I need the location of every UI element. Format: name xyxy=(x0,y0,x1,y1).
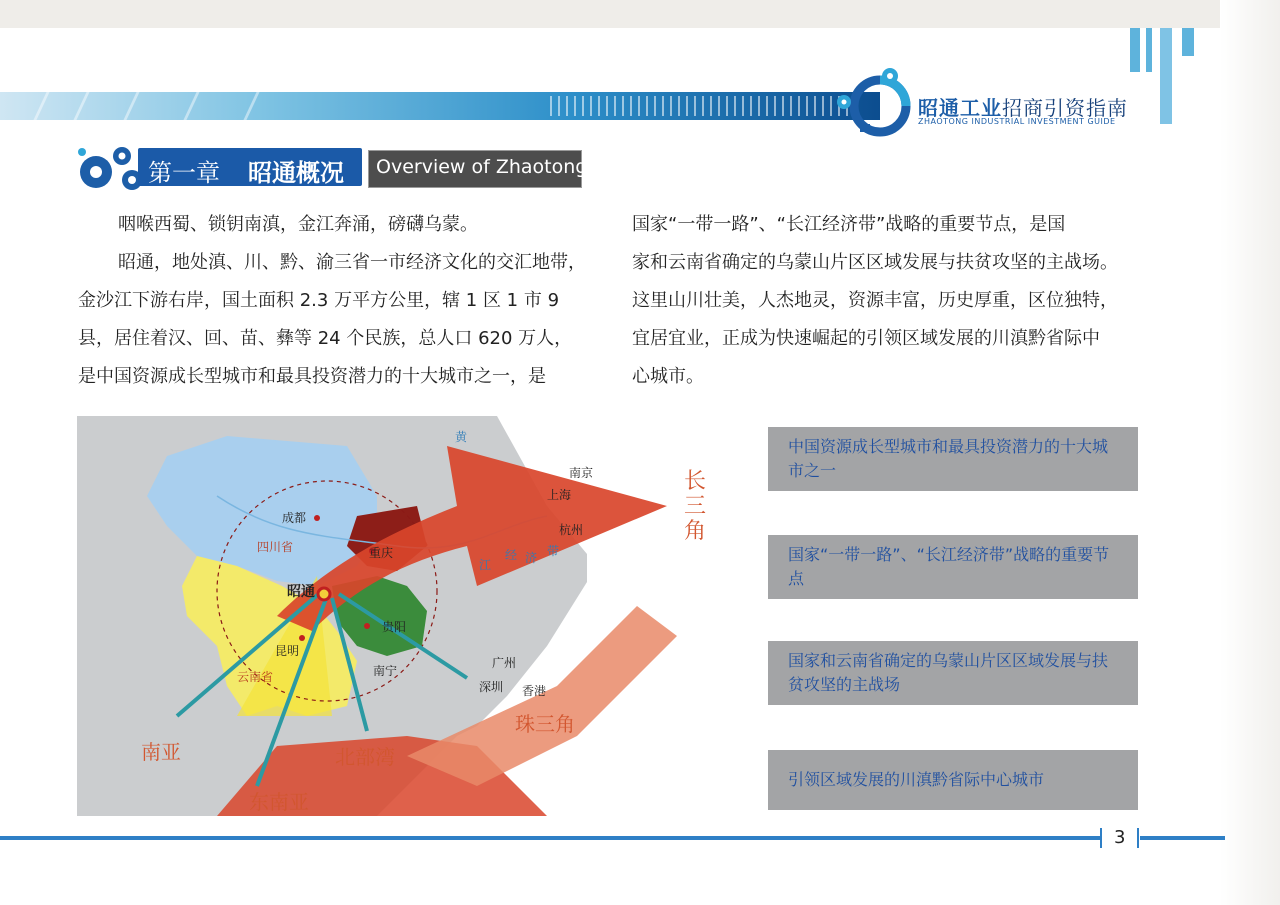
page-number: 3 xyxy=(1114,827,1126,848)
map-river-huang: 黄 xyxy=(455,430,468,444)
map-city-shenzhen: 深圳 xyxy=(479,680,504,694)
map-province-sichuan: 四川省 xyxy=(257,540,294,554)
map-river-ji: 济 xyxy=(525,551,538,565)
chapter-english-title: Overview of Zhaotong xyxy=(376,156,588,178)
brand-title-bold: 昭通工业 xyxy=(918,96,1002,120)
map-province-yunnan: 云南省 xyxy=(237,670,274,684)
map-region-beibu-gulf: 北部湾 xyxy=(335,745,395,769)
body-left-line-4: 县，居住着汉、回、苗、彝等 24 个民族，总人口 620 万人， xyxy=(78,328,573,349)
callout-2: 国家“一带一路”、“长江经济带”战略的重要节点 xyxy=(768,535,1138,599)
body-right-line-3: 这里山川壮美，人杰地灵，资源丰富，历史厚重，区位独特， xyxy=(632,290,1118,311)
body-left-line-5: 是中国资源成长型城市和最具投资潜力的十大城市之一，是 xyxy=(78,366,546,387)
body-right-line-4: 宜居宜业，正成为快速崛起的引领区域发展的川滇黔省际中 xyxy=(632,328,1100,349)
callout-3: 国家和云南省确定的乌蒙山片区区域发展与扶贫攻坚的主战场 xyxy=(768,641,1138,705)
page-number-bracket-left xyxy=(1100,828,1102,848)
map-region-yrd-2: 三 xyxy=(684,494,707,519)
body-right-line-2: 家和云南省确定的乌蒙山片区区域发展与扶贫攻坚的主战场。 xyxy=(632,252,1118,273)
brand-title-rest: 招商引资指南 xyxy=(1002,96,1128,120)
map-city-chengdu: 成都 xyxy=(282,511,307,525)
body-right-line-1: 国家“一带一路”、“长江经济带”战略的重要节点，是国 xyxy=(632,214,1066,235)
callout-1: 中国资源成长型城市和最具投资潜力的十大城市之一 xyxy=(768,427,1138,491)
map-city-hangzhou: 杭州 xyxy=(559,523,584,537)
map-city-guiyang: 贵阳 xyxy=(382,620,407,634)
body-left-line-1: 咽喉西蜀、锁钥南滇，金江奔涌，磅礴乌蒙。 xyxy=(118,214,478,235)
footer-rule-right xyxy=(1140,836,1225,840)
chapter-title: 昭通概况 xyxy=(248,159,344,187)
chapter-number: 第一章 xyxy=(148,159,220,187)
map-city-zhaotong: 昭通 xyxy=(287,584,315,600)
map-city-kunming: 昆明 xyxy=(275,644,300,658)
map-river-dai: 带 xyxy=(547,544,560,558)
map-region-yrd-1: 长 xyxy=(684,469,707,494)
page-top-edge xyxy=(0,0,1280,28)
page-number-bracket-right xyxy=(1137,828,1139,848)
map-city-chongqing: 重庆 xyxy=(369,546,394,560)
page-right-edge xyxy=(1220,0,1280,905)
footer-rule-left xyxy=(0,836,1100,840)
map-region-yrd-3: 角 xyxy=(684,519,707,544)
regional-map xyxy=(77,416,594,816)
map-river-jing: 经 xyxy=(505,548,518,562)
map-city-guangzhou: 广州 xyxy=(492,656,517,670)
body-left-line-3: 金沙江下游右岸，国土面积 2.3 万平方公里，辖 1 区 1 市 9 xyxy=(78,290,560,311)
map-river-jiang: 江 xyxy=(479,558,492,572)
map-city-nanning: 南宁 xyxy=(373,664,398,678)
map-region-south-asia: 南亚 xyxy=(141,740,181,764)
body-left-line-2: 昭通，地处滇、川、黔、渝三省一市经济文化的交汇地带， xyxy=(118,252,586,273)
map-city-shanghai: 上海 xyxy=(547,488,572,502)
map-city-hongkong: 香港 xyxy=(522,684,547,698)
callout-4: 引领区域发展的川滇黔省际中心城市 xyxy=(768,750,1138,810)
map-region-southeast-asia: 东南亚 xyxy=(249,790,309,814)
map-region-prd: 珠三角 xyxy=(515,712,575,736)
body-right-line-5: 心城市。 xyxy=(632,366,704,387)
brand-subtitle: ZHAOTONG INDUSTRIAL INVESTMENT GUIDE xyxy=(918,117,1116,126)
brand-logo-icon xyxy=(832,66,918,142)
header-band xyxy=(0,92,880,120)
map-city-nanjing: 南京 xyxy=(569,466,594,480)
